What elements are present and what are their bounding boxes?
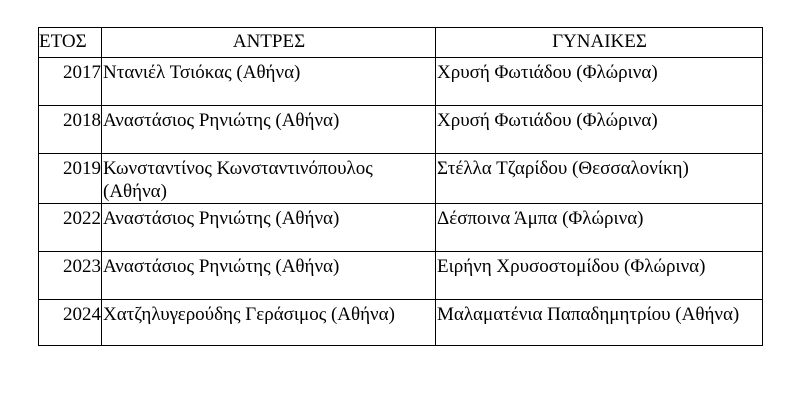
table-row: [39, 300, 763, 346]
year-cell: 2018: [39, 106, 102, 154]
women-cell: Χρυσή Φωτιάδου (Φλώρινα): [436, 58, 763, 106]
year-cell: 2019: [39, 154, 102, 204]
women-cell: Δέσποινα Άμπα (Φλώρινα): [436, 204, 763, 252]
table-row: [39, 204, 763, 252]
men-cell: Αναστάσιος Ρηνιώτης (Αθήνα): [102, 106, 436, 154]
women-column-header: ΓΥΝΑΙΚΕΣ: [436, 28, 763, 58]
men-cell: Χατζηλυγερούδης Γεράσιμος (Αθήνα): [102, 300, 436, 346]
year-cell: 2017: [39, 58, 102, 106]
men-cell: Κωνσταντίνος Κωνσταντινόπουλος (Αθήνα): [102, 154, 436, 204]
year-column-header: ΕΤΟΣ: [39, 28, 102, 58]
table-row: [39, 154, 763, 204]
year-cell: 2023: [39, 252, 102, 300]
men-cell: Αναστάσιος Ρηνιώτης (Αθήνα): [102, 252, 436, 300]
year-cell: 2024: [39, 300, 102, 346]
men-cell: Ντανιέλ Τσιόκας (Αθήνα): [102, 58, 436, 106]
women-cell: Μαλαματένια Παπαδημητρίου (Αθήνα): [436, 300, 763, 346]
results-table: [38, 27, 763, 346]
women-cell: Ειρήνη Χρυσοστομίδου (Φλώρινα): [436, 252, 763, 300]
year-cell: 2022: [39, 204, 102, 252]
women-cell: Χρυσή Φωτιάδου (Φλώρινα): [436, 106, 763, 154]
men-cell: Αναστάσιος Ρηνιώτης (Αθήνα): [102, 204, 436, 252]
table-row: [39, 106, 763, 154]
header-row: [39, 28, 763, 58]
women-cell: Στέλλα Τζαρίδου (Θεσσαλονίκη): [436, 154, 763, 204]
men-column-header: ΑΝΤΡΕΣ: [102, 28, 436, 58]
table-row: [39, 58, 763, 106]
table-row: [39, 252, 763, 300]
